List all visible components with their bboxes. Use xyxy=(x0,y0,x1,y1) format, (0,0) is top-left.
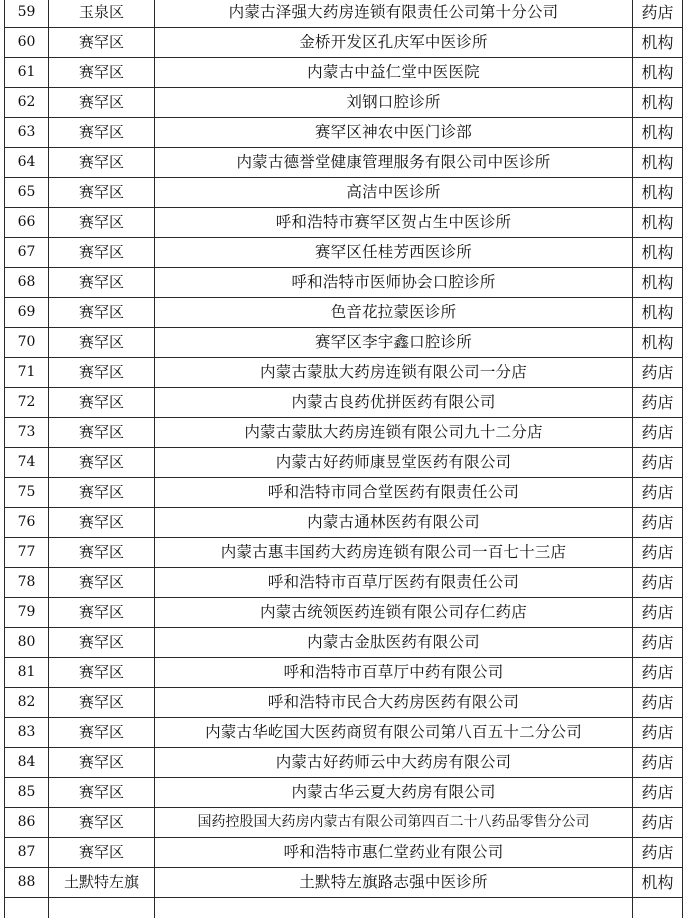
row-number-cell: 76 xyxy=(5,508,49,538)
row-number-cell: 60 xyxy=(5,28,49,58)
institution-name-cell: 内蒙古德誉堂健康管理服务有限公司中医诊所 xyxy=(155,148,633,178)
institution-name-cell: 内蒙古蒙肽大药房连锁有限公司九十二分店 xyxy=(155,418,633,448)
institution-name-cell: 刘钢口腔诊所 xyxy=(155,88,633,118)
institution-type-cell: 机构 xyxy=(633,178,683,208)
institution-name-cell: 高洁中医诊所 xyxy=(155,178,633,208)
institution-name-cell: 内蒙古华屹国大医药商贸有限公司第八百五十二分公司 xyxy=(155,718,633,748)
row-number-cell: 69 xyxy=(5,298,49,328)
institution-type-cell: 机构 xyxy=(633,328,683,358)
district-cell: 赛罕区 xyxy=(49,148,155,178)
institution-name-cell: 赛罕区神农中医门诊部 xyxy=(155,118,633,148)
institution-name-cell: 内蒙古中益仁堂中医医院 xyxy=(155,58,633,88)
institution-name-cell: 内蒙古良药优拼医药有限公司 xyxy=(155,388,633,418)
institution-type-cell: 药店 xyxy=(633,358,683,388)
medical-institution-table xyxy=(4,0,683,918)
institution-type-cell: 药店 xyxy=(633,388,683,418)
row-number-cell: 74 xyxy=(5,448,49,478)
institution-type-cell: 药店 xyxy=(633,598,683,628)
district-cell: 赛罕区 xyxy=(49,598,155,628)
district-cell: 土默特左旗 xyxy=(49,868,155,898)
institution-type-cell: 药店 xyxy=(633,568,683,598)
district-cell: 玉泉区 xyxy=(49,0,155,28)
empty-cell xyxy=(633,898,683,918)
table-row xyxy=(5,118,683,148)
district-cell: 赛罕区 xyxy=(49,208,155,238)
district-cell: 赛罕区 xyxy=(49,328,155,358)
row-number-cell: 81 xyxy=(5,658,49,688)
district-cell: 赛罕区 xyxy=(49,778,155,808)
district-cell: 赛罕区 xyxy=(49,58,155,88)
empty-cell xyxy=(49,898,155,918)
institution-type-cell: 机构 xyxy=(633,298,683,328)
institution-type-cell: 机构 xyxy=(633,88,683,118)
table-row-partial xyxy=(5,898,683,918)
district-cell: 赛罕区 xyxy=(49,268,155,298)
district-cell: 赛罕区 xyxy=(49,748,155,778)
table-row xyxy=(5,748,683,778)
institution-type-cell: 药店 xyxy=(633,718,683,748)
table-row xyxy=(5,328,683,358)
institution-name-cell: 呼和浩特市惠仁堂药业有限公司 xyxy=(155,838,633,868)
institution-name-cell: 内蒙古好药师云中大药房有限公司 xyxy=(155,748,633,778)
institution-name-cell: 呼和浩特市民合大药房医药有限公司 xyxy=(155,688,633,718)
institution-type-cell: 机构 xyxy=(633,28,683,58)
row-number-cell: 67 xyxy=(5,238,49,268)
row-number-cell: 79 xyxy=(5,598,49,628)
district-cell: 赛罕区 xyxy=(49,838,155,868)
row-number-cell: 66 xyxy=(5,208,49,238)
institution-name-cell: 内蒙古好药师康昱堂医药有限公司 xyxy=(155,448,633,478)
institution-name-cell: 内蒙古通林医药有限公司 xyxy=(155,508,633,538)
row-number-cell: 64 xyxy=(5,148,49,178)
institution-name-cell: 内蒙古泽强大药房连锁有限责任公司第十分公司 xyxy=(155,0,633,28)
table-row xyxy=(5,208,683,238)
row-number-cell: 59 xyxy=(5,0,49,28)
table-row xyxy=(5,508,683,538)
institution-type-cell: 药店 xyxy=(633,688,683,718)
row-number-cell: 87 xyxy=(5,838,49,868)
district-cell: 赛罕区 xyxy=(49,418,155,448)
district-cell: 赛罕区 xyxy=(49,358,155,388)
district-cell: 赛罕区 xyxy=(49,508,155,538)
institution-type-cell: 机构 xyxy=(633,238,683,268)
row-number-cell: 71 xyxy=(5,358,49,388)
table-row xyxy=(5,178,683,208)
institution-type-cell: 药店 xyxy=(633,658,683,688)
table-row xyxy=(5,298,683,328)
row-number-cell: 65 xyxy=(5,178,49,208)
institution-name-cell: 呼和浩特市百草厅中药有限公司 xyxy=(155,658,633,688)
district-cell: 赛罕区 xyxy=(49,238,155,268)
table-row xyxy=(5,778,683,808)
institution-name-cell: 赛罕区李宇鑫口腔诊所 xyxy=(155,328,633,358)
district-cell: 赛罕区 xyxy=(49,658,155,688)
table-row xyxy=(5,658,683,688)
table-row xyxy=(5,0,683,28)
row-number-cell: 75 xyxy=(5,478,49,508)
table-body xyxy=(5,0,683,918)
district-cell: 赛罕区 xyxy=(49,808,155,838)
table-row xyxy=(5,88,683,118)
table-row xyxy=(5,28,683,58)
table-row xyxy=(5,358,683,388)
table-row xyxy=(5,688,683,718)
table-row xyxy=(5,868,683,898)
institution-name-cell: 金桥开发区孔庆军中医诊所 xyxy=(155,28,633,58)
institution-name-cell: 内蒙古统领医药连锁有限公司存仁药店 xyxy=(155,598,633,628)
table-row xyxy=(5,718,683,748)
institution-name-cell: 呼和浩特市百草厅医药有限责任公司 xyxy=(155,568,633,598)
institution-type-cell: 药店 xyxy=(633,418,683,448)
district-cell: 赛罕区 xyxy=(49,478,155,508)
institution-type-cell: 药店 xyxy=(633,0,683,28)
table-row xyxy=(5,628,683,658)
district-cell: 赛罕区 xyxy=(49,298,155,328)
row-number-cell: 85 xyxy=(5,778,49,808)
table-row xyxy=(5,808,683,838)
institution-type-cell: 药店 xyxy=(633,508,683,538)
institution-name-cell: 内蒙古金肽医药有限公司 xyxy=(155,628,633,658)
table-row xyxy=(5,418,683,448)
institution-type-cell: 药店 xyxy=(633,478,683,508)
institution-type-cell: 药店 xyxy=(633,628,683,658)
table-row xyxy=(5,568,683,598)
row-number-cell: 82 xyxy=(5,688,49,718)
institution-type-cell: 机构 xyxy=(633,148,683,178)
district-cell: 赛罕区 xyxy=(49,718,155,748)
row-number-cell: 84 xyxy=(5,748,49,778)
district-cell: 赛罕区 xyxy=(49,388,155,418)
empty-cell xyxy=(155,898,633,918)
table-row xyxy=(5,838,683,868)
district-cell: 赛罕区 xyxy=(49,538,155,568)
table-row xyxy=(5,268,683,298)
row-number-cell: 77 xyxy=(5,538,49,568)
district-cell: 赛罕区 xyxy=(49,178,155,208)
district-cell: 赛罕区 xyxy=(49,118,155,148)
institution-type-cell: 机构 xyxy=(633,268,683,298)
institution-type-cell: 药店 xyxy=(633,538,683,568)
institution-name-cell: 内蒙古蒙肽大药房连锁有限公司一分店 xyxy=(155,358,633,388)
district-cell: 赛罕区 xyxy=(49,88,155,118)
row-number-cell: 62 xyxy=(5,88,49,118)
table-row xyxy=(5,148,683,178)
row-number-cell: 86 xyxy=(5,808,49,838)
institution-name-cell: 呼和浩特市同合堂医药有限责任公司 xyxy=(155,478,633,508)
row-number-cell: 83 xyxy=(5,718,49,748)
institution-type-cell: 机构 xyxy=(633,208,683,238)
table-row xyxy=(5,598,683,628)
institution-type-cell: 药店 xyxy=(633,838,683,868)
institution-type-cell: 药店 xyxy=(633,748,683,778)
row-number-cell: 73 xyxy=(5,418,49,448)
row-number-cell: 63 xyxy=(5,118,49,148)
institution-name-cell: 色音花拉蒙医诊所 xyxy=(155,298,633,328)
empty-cell xyxy=(5,898,49,918)
institution-type-cell: 药店 xyxy=(633,778,683,808)
institution-name-cell: 赛罕区任桂芳西医诊所 xyxy=(155,238,633,268)
institution-name-cell: 土默特左旗路志强中医诊所 xyxy=(155,868,633,898)
document-table-wrapper xyxy=(4,0,682,918)
district-cell: 赛罕区 xyxy=(49,688,155,718)
row-number-cell: 88 xyxy=(5,868,49,898)
table-row xyxy=(5,478,683,508)
table-row xyxy=(5,538,683,568)
row-number-cell: 72 xyxy=(5,388,49,418)
district-cell: 赛罕区 xyxy=(49,28,155,58)
institution-name-cell: 呼和浩特市医师协会口腔诊所 xyxy=(155,268,633,298)
institution-type-cell: 机构 xyxy=(633,868,683,898)
table-row xyxy=(5,238,683,268)
district-cell: 赛罕区 xyxy=(49,628,155,658)
institution-type-cell: 药店 xyxy=(633,808,683,838)
institution-type-cell: 机构 xyxy=(633,58,683,88)
table-row xyxy=(5,388,683,418)
row-number-cell: 78 xyxy=(5,568,49,598)
institution-name-cell: 内蒙古华云夏大药房有限公司 xyxy=(155,778,633,808)
institution-type-cell: 药店 xyxy=(633,448,683,478)
row-number-cell: 70 xyxy=(5,328,49,358)
institution-name-cell: 呼和浩特市赛罕区贺占生中医诊所 xyxy=(155,208,633,238)
table-row xyxy=(5,58,683,88)
row-number-cell: 80 xyxy=(5,628,49,658)
row-number-cell: 68 xyxy=(5,268,49,298)
institution-name-cell: 国药控股国大药房内蒙古有限公司第四百二十八药品零售分公司 xyxy=(155,808,633,838)
table-row xyxy=(5,448,683,478)
district-cell: 赛罕区 xyxy=(49,448,155,478)
institution-name-cell: 内蒙古惠丰国药大药房连锁有限公司一百七十三店 xyxy=(155,538,633,568)
district-cell: 赛罕区 xyxy=(49,568,155,598)
row-number-cell: 61 xyxy=(5,58,49,88)
institution-type-cell: 机构 xyxy=(633,118,683,148)
